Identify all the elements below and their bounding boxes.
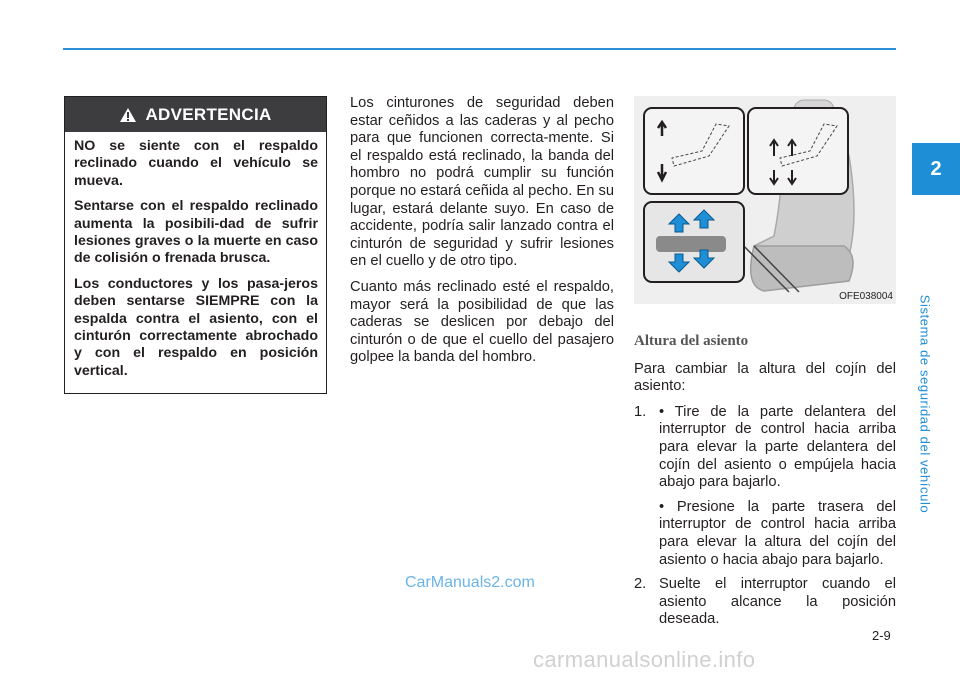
warning-box (64, 96, 327, 394)
figure-code: OFE038004 (839, 291, 893, 302)
step-text: Suelte el interruptor cuando el asiento alcance la posición deseada. (659, 576, 896, 628)
warning-paragraph: NO se siente con el respaldo reclinado cuando el vehículo se mueva. (74, 138, 318, 189)
step-text: • Presione la parte trasera del interruptor de control hacia arriba para elevar la altura del cojín del asiento o hacia abajo para bajarlo. (659, 498, 896, 568)
step-number: 1. (634, 403, 647, 420)
steps-list (634, 404, 896, 629)
chapter-number: 2 (930, 157, 942, 180)
seat-height-section (634, 333, 896, 636)
section-intro: Para cambiar la altura del cojín del asiento: (634, 360, 896, 395)
section-heading: Altura del asiento (634, 333, 749, 349)
chapter-number-tab (912, 143, 960, 195)
warning-triangle-icon (119, 107, 137, 123)
watermark-footer: carmanualsonline.info (533, 647, 756, 672)
list-item (634, 576, 896, 629)
seat-height-figure (634, 96, 896, 304)
list-item (634, 404, 896, 492)
seat-illustration (634, 96, 896, 304)
list-item (634, 499, 896, 569)
warning-body (65, 132, 326, 380)
chapter-title: Sistema de seguridad del vehículo (917, 294, 933, 514)
warning-paragraph: Sentarse con el respaldo reclinado aumenta la posibili-dad de sufrir lesiones graves o la muerte en caso de colisión o frenada brusca. (74, 198, 318, 267)
watermark-link[interactable]: CarManuals2.com (405, 574, 535, 591)
body-paragraph: Cuanto más reclinado esté el respaldo, mayor será la posibilidad de que las caderas se deslicen por debajo del cinturón o de que el cuello del pasajero golpee la banda del hombro. (350, 278, 614, 366)
body-paragraph: Los cinturones de seguridad deben estar ceñidos a las caderas y al pecho para que funcionen correcta-mente. Si el respaldo está reclinado, la banda del hombro no podrá cumplir su función porque no estará ceñida al pecho. En su lugar, estará delante suyo. En caso de accidente, podría salir lanzado contra el cinturón de seguridad y sufrir lesiones en el cuello y de otro tipo. (350, 95, 614, 270)
warning-title: ADVERTENCIA (145, 104, 272, 124)
page-number: 2-9 (872, 628, 891, 643)
warning-paragraph: Los conductores y los pasa-jeros deben sentarse SIEMPRE con la espalda contra el asiento, con el cinturón correctamente abrochado y con el respaldo en posición vertical. (74, 275, 318, 379)
step-number: 2. (634, 576, 647, 593)
step-text: • Tire de la parte delantera del interruptor de control hacia arriba para elevar la parte delantera del cojín del asiento o empújela hacia abajo para bajarlo. (659, 403, 896, 491)
header-rule (63, 48, 896, 50)
body-text-column (350, 95, 614, 375)
warning-header (65, 97, 326, 132)
